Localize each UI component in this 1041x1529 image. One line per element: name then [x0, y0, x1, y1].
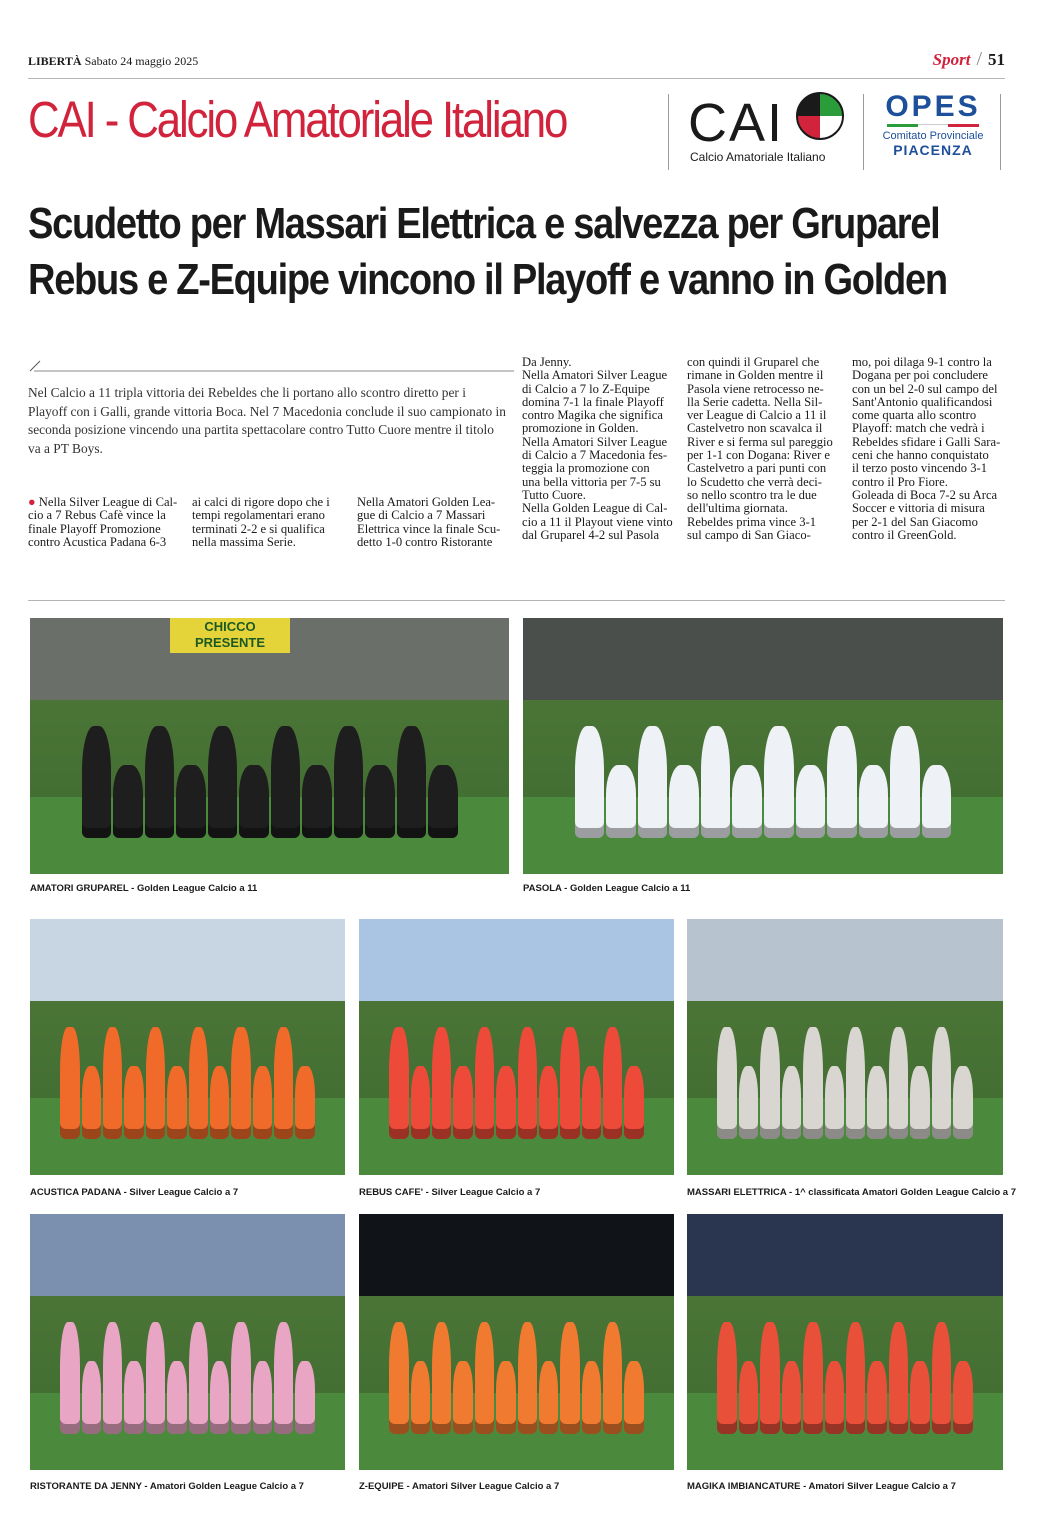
- team-players: [378, 1021, 655, 1139]
- player-figure: [389, 1027, 408, 1139]
- team-players: [552, 720, 974, 838]
- photo-caption: MASSARI ELETTRICA - 1^ classificata Amatori Golden League Calcio a 7: [687, 1187, 1016, 1198]
- player-figure: [253, 1361, 272, 1434]
- opes-city: PIACENZA: [893, 142, 973, 158]
- logo-divider: [1000, 94, 1001, 170]
- photo-background: [359, 919, 674, 1001]
- player-figure: [803, 1322, 822, 1434]
- team-players: [706, 1021, 984, 1139]
- photo-caption: PASOLA - Golden League Calcio a 11: [523, 883, 691, 894]
- player-figure: [496, 1066, 515, 1139]
- player-figure: [146, 1027, 165, 1139]
- player-figure: [453, 1066, 472, 1139]
- player-figure: [582, 1361, 601, 1434]
- photo-caption: RISTORANTE DA JENNY - Amatori Golden League Calcio a 7: [30, 1481, 304, 1492]
- team-photo: [687, 1214, 1003, 1470]
- player-figure: [334, 726, 364, 838]
- player-figure: [867, 1361, 886, 1434]
- player-figure: [231, 1027, 250, 1139]
- player-figure: [475, 1322, 494, 1434]
- player-figure: [867, 1066, 886, 1139]
- opes-subtitle: Comitato Provinciale: [882, 130, 984, 142]
- team-photo: [687, 919, 1003, 1175]
- player-figure: [453, 1361, 472, 1434]
- paper-name: LIBERTÀ: [28, 54, 82, 68]
- player-figure: [846, 1322, 865, 1434]
- player-figure: [575, 726, 605, 838]
- middle-rule: [28, 600, 1005, 601]
- player-figure: [782, 1066, 801, 1139]
- player-figure: [624, 1361, 643, 1434]
- article-column-5: con quindi il Gruparel che rimane in Golden mentre il Pasola viene retrocesso ne- lla Serie cadetta. Nella Sil- ver League di Calcio a 11 il Castelvetro non scavalca il River e si ferma sul pareggio per 1-1 con Dogana: River e Castelvetro a pari punti con lo Scudetto che verrà deci- so nello scontro tra le due dell'ultima giornata. Rebeldes prima vince 3-1 sul campo di San Giaco-: [687, 355, 833, 542]
- opes-logo-text: OPES: [885, 90, 981, 123]
- player-figure: [189, 1322, 208, 1434]
- player-figure: [910, 1361, 929, 1434]
- player-figure: [113, 765, 143, 838]
- player-figure: [889, 1322, 908, 1434]
- player-figure: [496, 1361, 515, 1434]
- player-figure: [411, 1361, 430, 1434]
- player-figure: [922, 765, 952, 838]
- section-title: CAI - Calcio Amatoriale Italiano: [28, 91, 567, 148]
- player-figure: [717, 1322, 736, 1434]
- player-figure: [274, 1027, 293, 1139]
- team-photo: [359, 919, 674, 1175]
- headline-line-1: Scudetto per Massari Elettrica e salvezza per Gruparel: [28, 199, 940, 248]
- player-figure: [560, 1027, 579, 1139]
- team-photo: [30, 919, 345, 1175]
- player-figure: [764, 726, 794, 838]
- team-players: [49, 1021, 326, 1139]
- photo-background: [30, 919, 345, 1001]
- player-figure: [859, 765, 889, 838]
- player-figure: [239, 765, 269, 838]
- player-figure: [475, 1027, 494, 1139]
- article-column-2: ai calci di rigore dopo che i tempi regolamentari erano terminati 2-2 e si qualifica nella massima Serie.: [192, 495, 330, 549]
- article-column-6: mo, poi dilaga 9-1 contro la Dogana per poi concludere con un bel 2-0 sul campo del Sant'Antonio qualificandosi come quarta allo scontro Playoff: match che vedrà i Rebeldes sfidare i Galli Sara- ceni che hanno conquistato il terzo posto vincendo 3-1 contro il Pro Fiore. Goleada di Boca 7-2 su Arca Soccer e vittoria di misura per 2-1 del San Giacomo contro il GreenGold.: [852, 355, 1001, 542]
- player-figure: [210, 1361, 229, 1434]
- italian-flag-stripe: [887, 124, 979, 127]
- headline-line-2: Rebus e Z-Equipe vincono il Playoff e vanno in Golden: [28, 255, 947, 304]
- player-figure: [760, 1027, 779, 1139]
- player-figure: [82, 1066, 101, 1139]
- summary-marker-icon: [28, 359, 514, 373]
- logo-divider: [863, 94, 864, 170]
- photo-background: [687, 919, 1003, 1001]
- player-figure: [432, 1322, 451, 1434]
- player-figure: [739, 1361, 758, 1434]
- team-players: [49, 1316, 326, 1434]
- player-figure: [208, 726, 238, 838]
- player-figure: [365, 765, 395, 838]
- player-figure: [825, 1066, 844, 1139]
- player-figure: [624, 1066, 643, 1139]
- player-figure: [932, 1322, 951, 1434]
- player-figure: [560, 1322, 579, 1434]
- masthead-right: [933, 48, 1005, 71]
- player-figure: [953, 1361, 972, 1434]
- player-figure: [271, 726, 301, 838]
- player-figure: [953, 1066, 972, 1139]
- team-photo: [30, 618, 509, 874]
- team-photo: [359, 1214, 674, 1470]
- photo-caption: Z-EQUIPE - Amatori Silver League Calcio a 7: [359, 1481, 560, 1492]
- player-figure: [253, 1066, 272, 1139]
- player-figure: [189, 1027, 208, 1139]
- photo-background: [359, 1214, 674, 1296]
- player-figure: [176, 765, 206, 838]
- player-figure: [82, 726, 112, 838]
- team-photo: [523, 618, 1003, 874]
- player-figure: [638, 726, 668, 838]
- masthead-left: [28, 54, 198, 69]
- cai-logo-text: CAI: [688, 93, 785, 153]
- team-photo: [30, 1214, 345, 1470]
- photo-caption: MAGIKA IMBIANCATURE - Amatori Silver League Calcio a 7: [687, 1481, 956, 1492]
- player-figure: [146, 1322, 165, 1434]
- headline: [28, 196, 947, 308]
- player-figure: [210, 1066, 229, 1139]
- player-figure: [760, 1322, 779, 1434]
- player-figure: [910, 1066, 929, 1139]
- player-figure: [669, 765, 699, 838]
- cai-logo-subtitle: Calcio Amatoriale Italiano: [690, 150, 826, 164]
- player-figure: [846, 1027, 865, 1139]
- player-figure: [295, 1066, 314, 1139]
- football-icon: [796, 92, 844, 140]
- article-column-4: Da Jenny. Nella Amatori Silver League di Calcio a 7 lo Z-Equipe domina 7-1 la finale Playoff contro Magika che significa promozione in Golden. Nella Amatori Silver League di Calcio a 7 Macedonia fes- teggia la promozione con una bella vittoria per 7-5 su Tutto Cuore. Nella Golden League di Cal- cio a 11 il Playout viene vinto dal Gruparel 4-2 sul Pasola: [522, 355, 673, 542]
- player-figure: [932, 1027, 951, 1139]
- logo-divider: [668, 94, 669, 170]
- player-figure: [145, 726, 175, 838]
- player-figure: [582, 1066, 601, 1139]
- column-text: Nella Silver League di Cal- cio a 7 Rebus Cafè vince la finale Playoff Promozione contro Acustica Padana 6-3: [28, 495, 178, 549]
- cai-logo: [688, 90, 860, 170]
- player-figure: [103, 1027, 122, 1139]
- player-figure: [60, 1322, 79, 1434]
- player-figure: [796, 765, 826, 838]
- player-figure: [518, 1322, 537, 1434]
- player-figure: [103, 1322, 122, 1434]
- player-figure: [167, 1066, 186, 1139]
- photo-caption: REBUS CAFE' - Silver League Calcio a 7: [359, 1187, 541, 1198]
- player-figure: [803, 1027, 822, 1139]
- player-figure: [428, 765, 458, 838]
- player-figure: [717, 1027, 736, 1139]
- photo-background: [687, 1214, 1003, 1296]
- player-figure: [782, 1361, 801, 1434]
- team-players: [59, 720, 481, 838]
- player-figure: [124, 1361, 143, 1434]
- photo-caption: AMATORI GRUPAREL - Golden League Calcio a 11: [30, 883, 258, 894]
- photo-caption: ACUSTICA PADANA - Silver League Calcio a 7: [30, 1187, 239, 1198]
- issue-date: Sabato 24 maggio 2025: [84, 54, 199, 68]
- player-figure: [739, 1066, 758, 1139]
- player-figure: [60, 1027, 79, 1139]
- player-figure: [389, 1322, 408, 1434]
- player-figure: [827, 726, 857, 838]
- player-figure: [539, 1066, 558, 1139]
- team-players: [378, 1316, 655, 1434]
- player-figure: [889, 1027, 908, 1139]
- player-figure: [825, 1361, 844, 1434]
- player-figure: [732, 765, 762, 838]
- divider-slash: /: [976, 48, 982, 70]
- article-column-3: Nella Amatori Golden Lea- gue di Calcio a 7 Massari Elettrica vince la finale Scu- detto 1-0 contro Ristorante: [357, 495, 501, 549]
- section-name: Sport: [932, 50, 971, 69]
- team-players: [706, 1316, 984, 1434]
- bullet-icon: ●: [28, 495, 39, 509]
- page-number: 51: [988, 50, 1005, 69]
- photo-background: [30, 1214, 345, 1296]
- player-figure: [606, 765, 636, 838]
- player-figure: [167, 1361, 186, 1434]
- player-figure: [603, 1322, 622, 1434]
- player-figure: [518, 1027, 537, 1139]
- player-figure: [274, 1322, 293, 1434]
- player-figure: [701, 726, 731, 838]
- player-figure: [124, 1066, 143, 1139]
- player-figure: [539, 1361, 558, 1434]
- photo-background: [523, 618, 1003, 700]
- player-figure: [603, 1027, 622, 1139]
- player-figure: [890, 726, 920, 838]
- player-figure: [302, 765, 332, 838]
- player-figure: [411, 1066, 430, 1139]
- player-figure: [231, 1322, 250, 1434]
- top-rule: [28, 78, 1005, 79]
- article-column-1: [28, 496, 181, 549]
- player-figure: [397, 726, 427, 838]
- opes-logo: [870, 92, 996, 172]
- player-figure: [295, 1361, 314, 1434]
- photo-banner: CHICCO PRESENTE: [170, 618, 290, 653]
- article-summary: Nel Calcio a 11 tripla vittoria dei Rebeldes che li portano allo scontro diretto per i Playoff con i Galli, grande vittoria Boca. Nel 7 Macedonia conclude il suo campionato in seconda posizione vincendo una partita spettacolare contro Tutto Cuore mentre il titolo va a PT Boys.: [28, 385, 506, 456]
- player-figure: [82, 1361, 101, 1434]
- player-figure: [432, 1027, 451, 1139]
